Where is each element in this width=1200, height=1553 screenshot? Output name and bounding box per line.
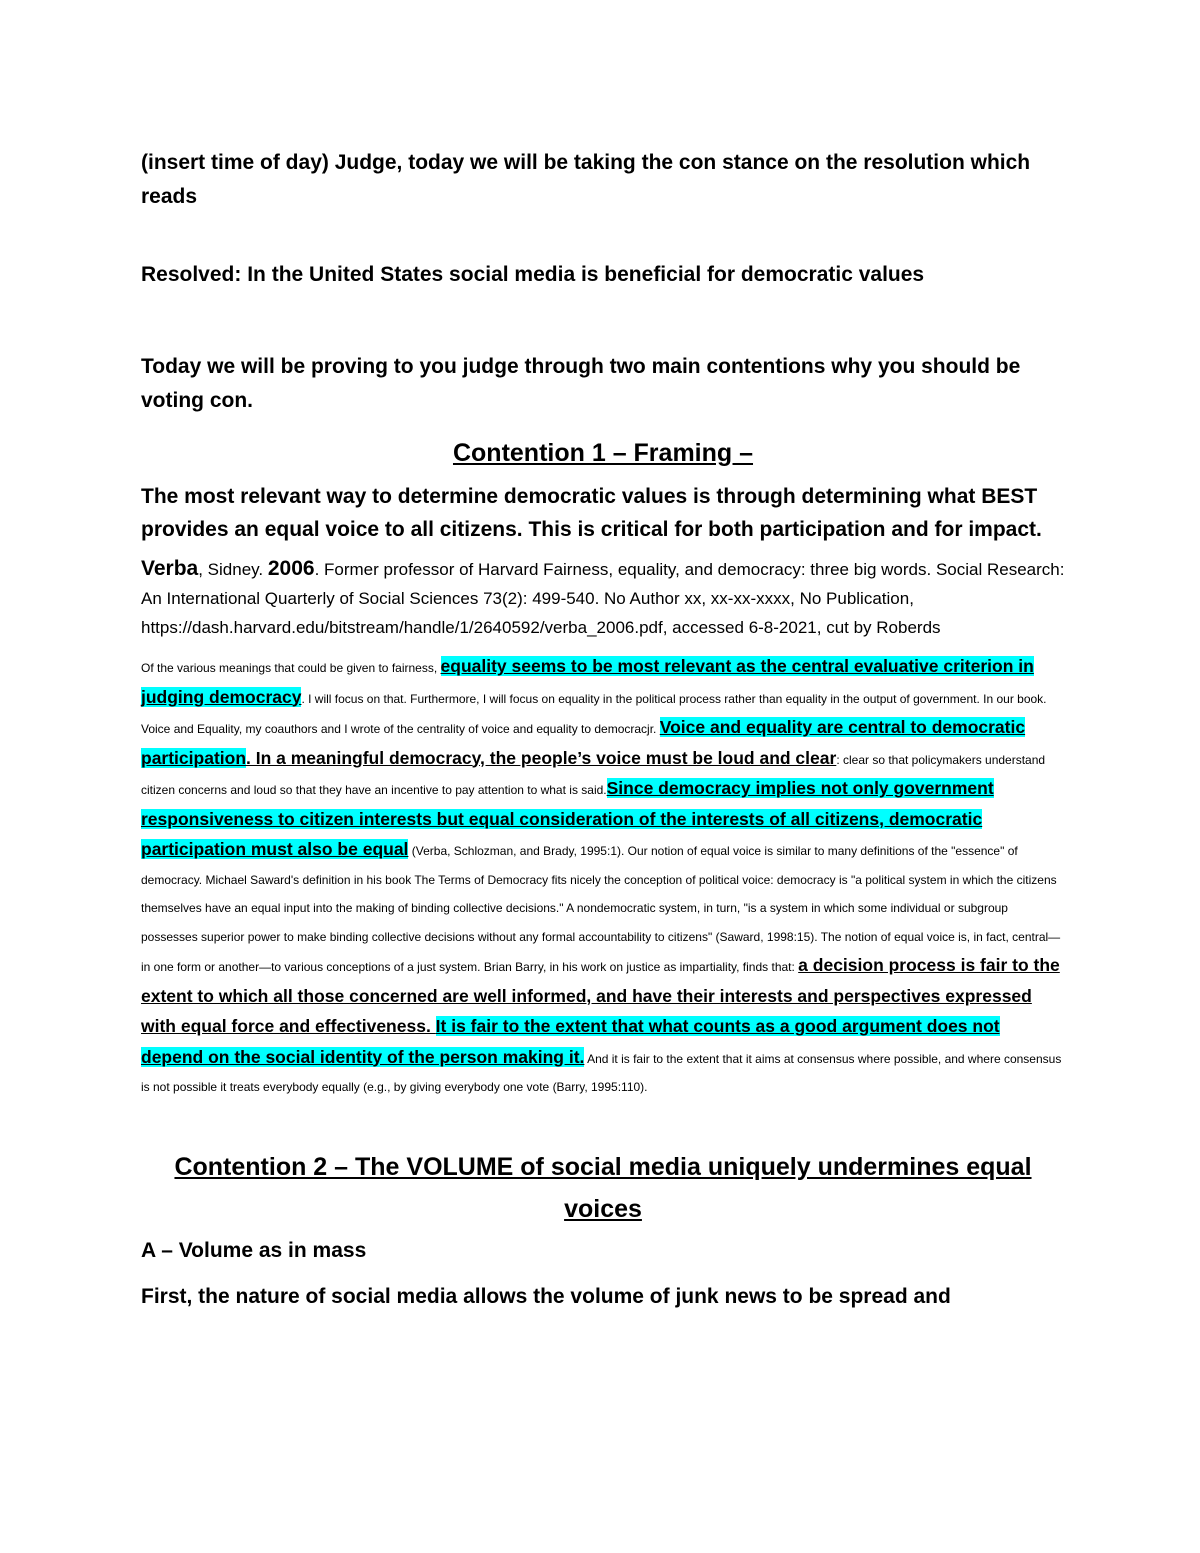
contention-2-heading: Contention 2 – The VOLUME of social media uniquely undermines equal voices <box>174 1152 1032 1223</box>
card-underline-1: . In a meaningful democracy, the people’s voice must be loud and clear <box>246 747 837 768</box>
contention-2-subhead: A – Volume as in mass <box>141 1238 367 1262</box>
citation-year: 2006 <box>267 557 315 580</box>
contention-2-first-line: First, the nature of social media allows the volume of junk news to be spread and <box>141 1284 951 1308</box>
card-text-5: And it is fair to the extent that it aims at consensus where possible, and where consensus is not possible it treats everybody equally (e.g., by giving everybody one vote (Barry, 1995:110). <box>141 1051 1062 1094</box>
card-text-1: Of the various meanings that could be given to fairness, <box>141 661 441 675</box>
contention-1-heading: Contention 1 – Framing – <box>452 439 754 467</box>
card-underline-2: a decision process is fair to the extent to which all those concerned are well informed, and have their interests and perspectives expressed with equal force and effectiveness. <box>141 955 1060 1036</box>
citation-details: . Former professor of Harvard Fairness, equality, and democracy: three big words. Social Research: An International Quarterly of Social Sciences 73(2): 499-540. No Author xx, xx-xx-xxxx, No Publication, https://dash.harvard.edu/bitstream/handle/1/2640592/verba_2006.pdf, accessed 6-8-2021, cut by Roberds <box>141 560 1065 637</box>
citation-name-rest: , Sidney. <box>198 560 268 579</box>
evidence-card <box>141 652 1065 1102</box>
card-highlight-3: Since democracy implies not only government responsiveness to citizen interests but equal consideration of the interests of all citizens, democratic participation must also be equal <box>141 778 994 859</box>
card-highlight-4: It is fair to the extent that what counts as a good argument does not depend on the social identity of the person making it. <box>141 1016 1000 1067</box>
card-text-4: (Verba, Schlozman, and Brady, 1995:1). Our notion of equal voice is similar to many definitions of the "essence" of democracy. Michael Saward's definition in his book The Terms of Democracy fits nicely the conception of political voice: democracy is "a political system in which the citizens themselves have an equal input into the making of binding collective decisions." A nondemocratic system, in turn, "is a system in which some individual or subgroup possesses superior power to make binding collective decisions without any formal accountability to citizens" (Saward, 1998:15). The notion of equal voice is, in fact, central—in one form or another—to various conceptions of a just system. Brian Barry, in his work on justice as impartiality, finds that: <box>141 844 1061 974</box>
contention-1-tagline: The most relevant way to determine democratic values is through determining what BEST provides an equal voice to all citizens. This is critical for both participation and for impact. <box>141 485 1042 541</box>
resolution-text: Resolved: In the United States social media is beneficial for democratic values <box>141 263 925 286</box>
intro-paragraph: (insert time of day) Judge, today we will be taking the con stance on the resolution which reads <box>141 151 1031 208</box>
card-highlight-1: equality seems to be most relevant as the central evaluative criterion in judging democracy <box>141 656 1034 707</box>
overview-paragraph: Today we will be proving to you judge through two main contentions why you should be voting con. <box>141 355 1021 412</box>
evidence-citation <box>141 554 1065 642</box>
card-highlight-2: Voice and equality are central to democratic participation <box>141 717 1026 768</box>
card-text-3: : clear so that policymakers understand citizen concerns and loud so that they have an incentive to pay attention to what is said. <box>141 752 1046 797</box>
card-text-2: . I will focus on that. Furthermore, I will focus on equality in the political process rather than equality in the output of government. In our book. Voice and Equality, my coauthors and I wrote of the centrality of voice and equality to democracjr. <box>141 691 1047 736</box>
document-body <box>141 146 1065 1314</box>
citation-author: Verba <box>141 557 199 580</box>
